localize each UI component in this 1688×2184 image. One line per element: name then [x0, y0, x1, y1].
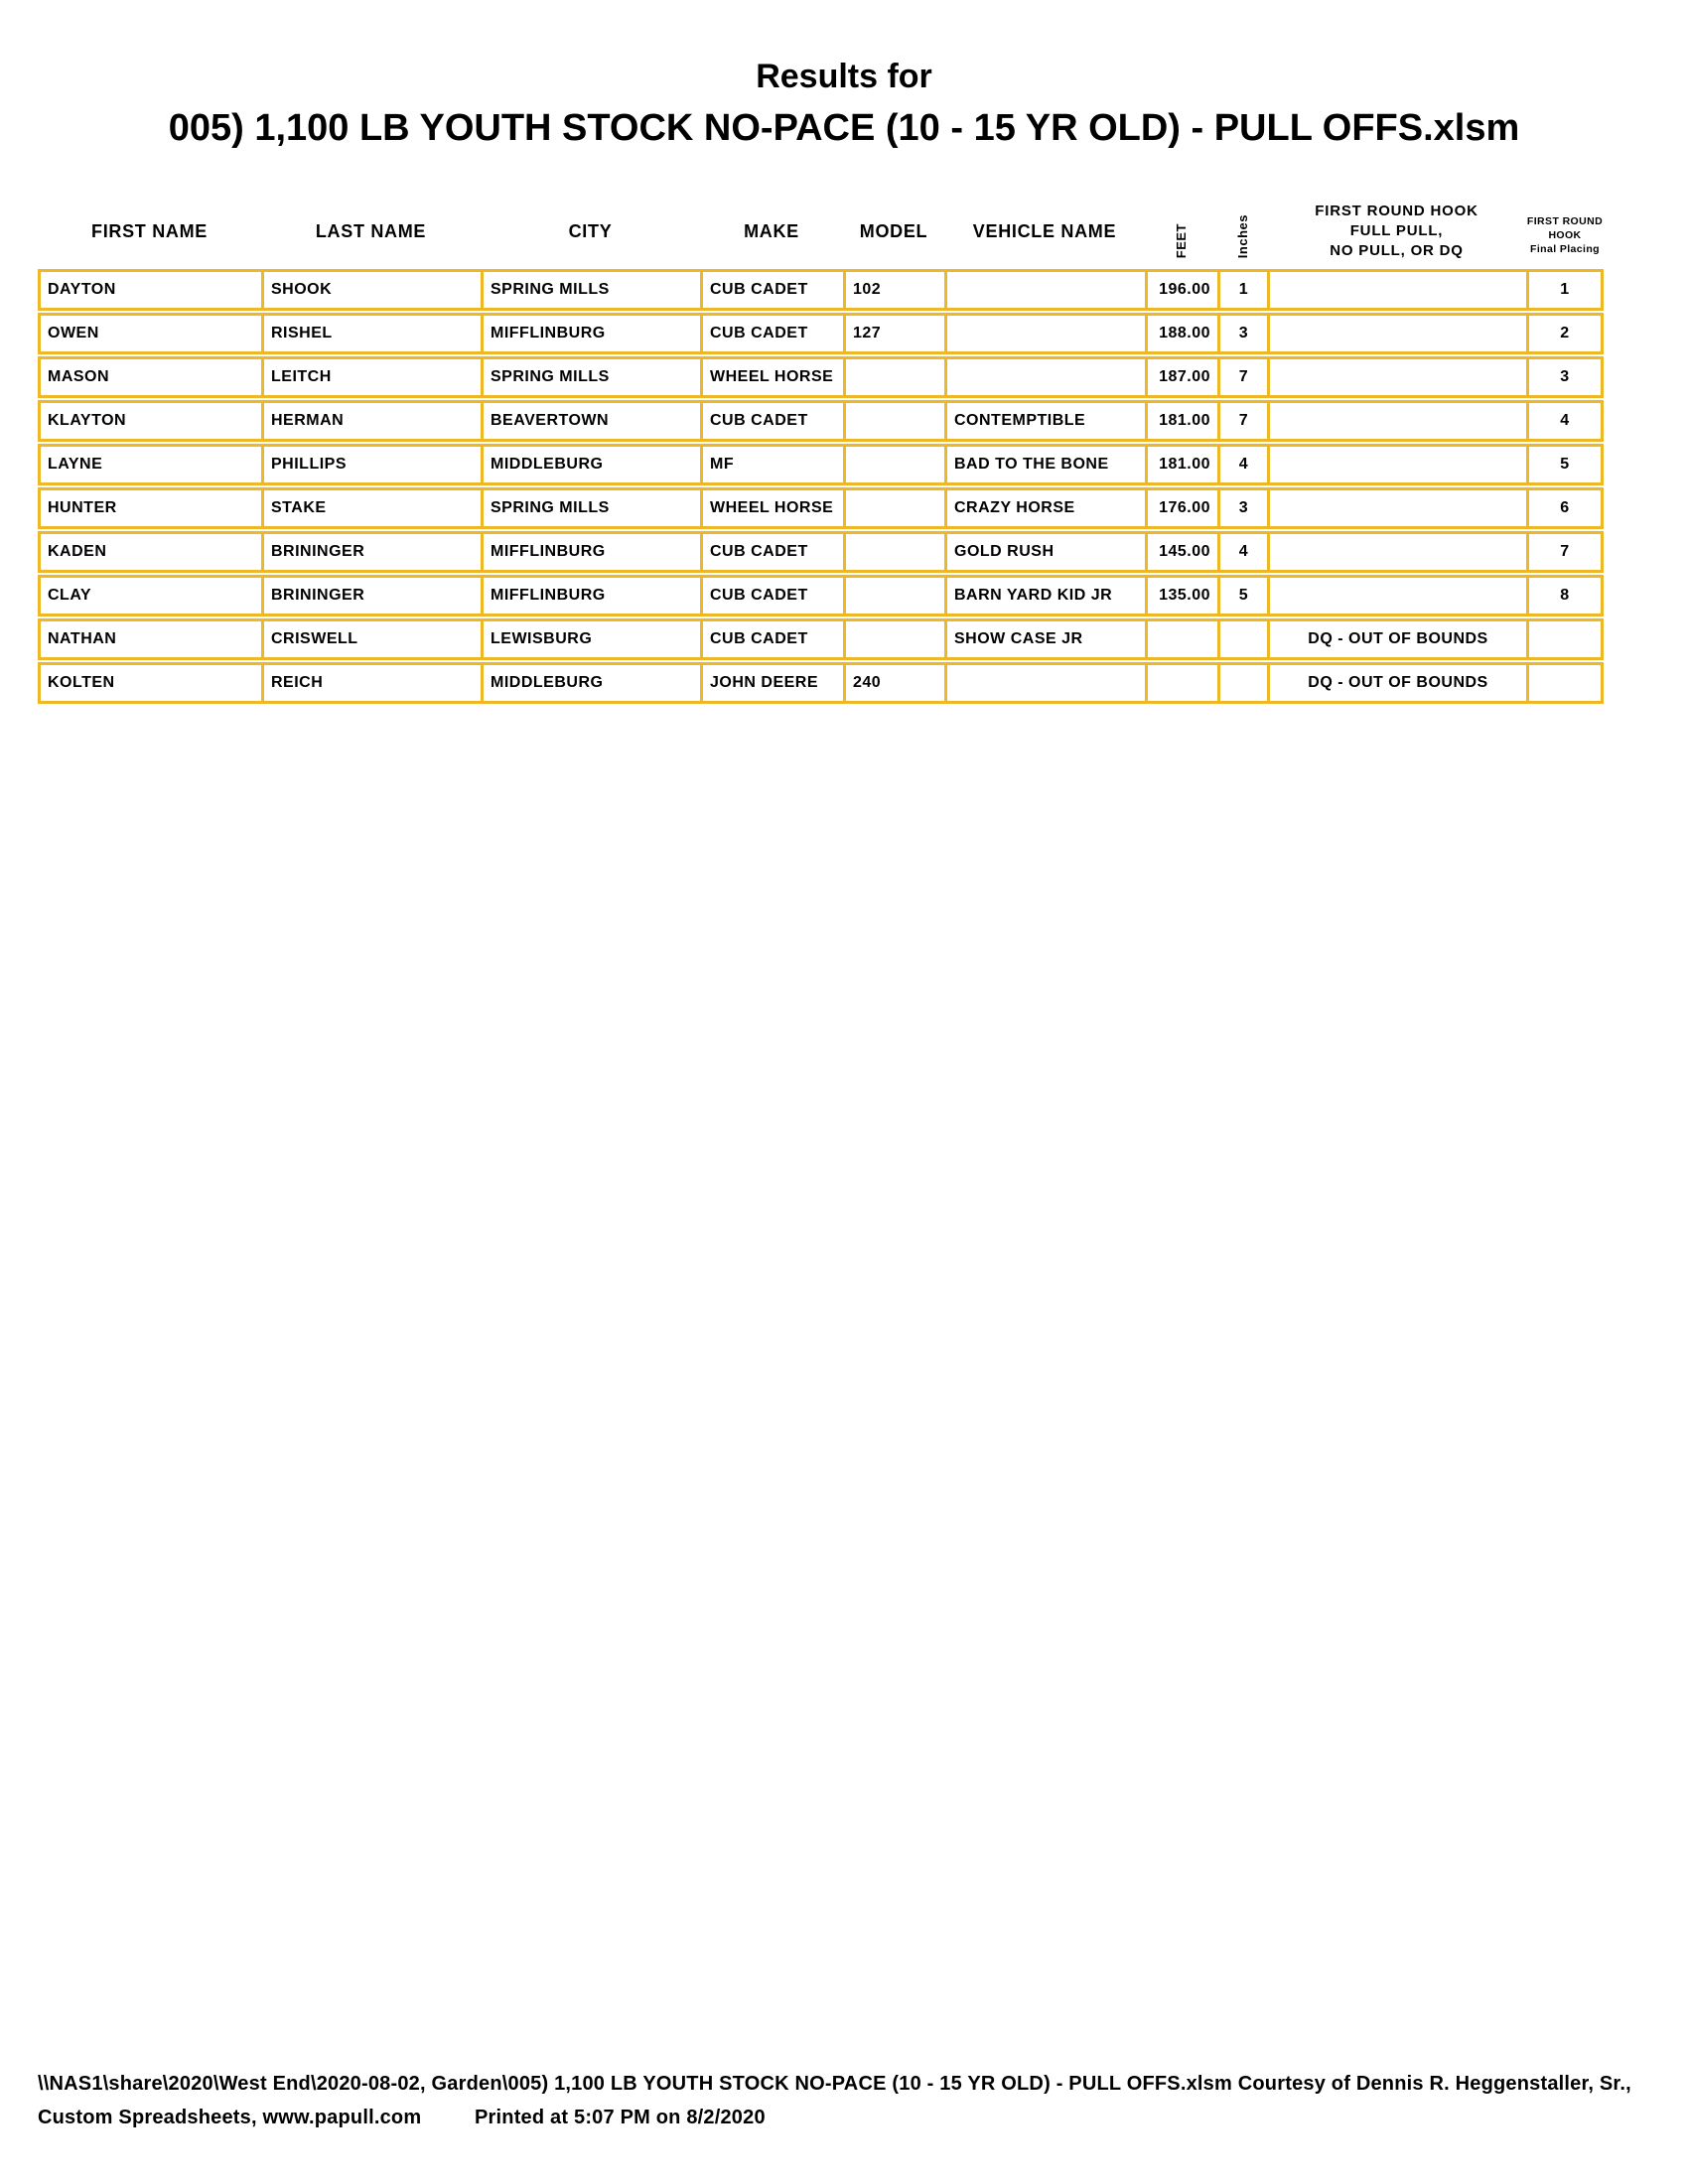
cell-last_name: HERMAN — [264, 403, 484, 439]
table-row — [38, 531, 1604, 573]
column-header-inches: Inches — [1234, 213, 1250, 258]
cell-model — [846, 534, 947, 570]
table-row — [38, 313, 1604, 354]
cell-feet — [1148, 621, 1220, 657]
cell-vehicle_name — [947, 665, 1148, 701]
cell-make: WHEEL HORSE — [703, 490, 846, 526]
cell-model — [846, 490, 947, 526]
cell-first_name: LAYNE — [41, 447, 264, 482]
column-header-city: CITY — [568, 221, 613, 241]
cell-inches — [1220, 665, 1270, 701]
column-header-final_placing: FIRST ROUND HOOK Final Placing — [1526, 215, 1604, 255]
cell-last_name: RISHEL — [264, 316, 484, 351]
cell-final_placing: 6 — [1560, 499, 1570, 516]
cell-final_placing: 1 — [1560, 281, 1570, 298]
cell-first_name: KADEN — [41, 534, 264, 570]
column-header-model: MODEL — [859, 221, 928, 241]
footer-printed-timestamp: Printed at 5:07 PM on 8/2/2020 — [475, 2107, 766, 2128]
cell-inches: 3 — [1220, 490, 1270, 526]
column-header-vehicle_name: VEHICLE NAME — [972, 221, 1117, 241]
cell-city: MIFFLINBURG — [484, 316, 703, 351]
cell-inches: 7 — [1220, 403, 1270, 439]
cell-feet: 188.00 — [1148, 316, 1220, 351]
cell-final_placing: 7 — [1560, 543, 1570, 560]
cell-inches — [1220, 621, 1270, 657]
cell-make: MF — [703, 447, 846, 482]
cell-first_round_hook — [1270, 272, 1529, 308]
cell-vehicle_name: GOLD RUSH — [947, 534, 1148, 570]
cell-feet: 196.00 — [1148, 272, 1220, 308]
cell-make: CUB CADET — [703, 534, 846, 570]
cell-model — [846, 447, 947, 482]
cell-inches: 4 — [1220, 534, 1270, 570]
column-header-make: MAKE — [744, 221, 799, 241]
cell-model — [846, 359, 947, 395]
cell-feet: 187.00 — [1148, 359, 1220, 395]
cell-final_placing: 8 — [1560, 587, 1570, 604]
cell-final_placing — [1529, 665, 1601, 701]
cell-last_name: BRININGER — [264, 578, 484, 614]
cell-first_name: KLAYTON — [41, 403, 264, 439]
cell-make: CUB CADET — [703, 403, 846, 439]
cell-feet: 176.00 — [1148, 490, 1220, 526]
cell-make: JOHN DEERE — [703, 665, 846, 701]
cell-first_round_hook — [1270, 447, 1529, 482]
cell-first_name: DAYTON — [41, 272, 264, 308]
footer-file-path-line: \\NAS1\share\2020\West End\2020-08-02, Garden\005) 1,100 LB YOUTH STOCK NO-PACE (10 - 15 YR OLD) - PULL OFFS.xlsm Courtesy of Dennis R. Heggenstaller, Sr., — [38, 2073, 1631, 2095]
results-table-body — [38, 269, 1604, 706]
table-row — [38, 269, 1604, 311]
cell-model — [846, 403, 947, 439]
cell-last_name: REICH — [264, 665, 484, 701]
cell-feet: 135.00 — [1148, 578, 1220, 614]
table-row — [38, 356, 1604, 398]
cell-first_round_hook — [1270, 578, 1529, 614]
cell-make: CUB CADET — [703, 272, 846, 308]
cell-city: BEAVERTOWN — [484, 403, 703, 439]
cell-first_name: KOLTEN — [41, 665, 264, 701]
cell-vehicle_name: BARN YARD KID JR — [947, 578, 1148, 614]
cell-inches: 1 — [1220, 272, 1270, 308]
cell-make: CUB CADET — [703, 621, 846, 657]
cell-first_round_hook — [1270, 403, 1529, 439]
cell-last_name: LEITCH — [264, 359, 484, 395]
cell-vehicle_name — [947, 272, 1148, 308]
cell-last_name: STAKE — [264, 490, 484, 526]
table-row — [38, 444, 1604, 485]
table-row — [38, 618, 1604, 660]
cell-inches: 5 — [1220, 578, 1270, 614]
cell-last_name: CRISWELL — [264, 621, 484, 657]
column-header-first_round_hook: FIRST ROUND HOOK FULL PULL, NO PULL, OR DQ — [1315, 203, 1478, 259]
column-header-feet: FEET — [1174, 222, 1189, 258]
cell-vehicle_name: SHOW CASE JR — [947, 621, 1148, 657]
cell-first_round_hook — [1270, 359, 1529, 395]
page-subtitle-filename: 005) 1,100 LB YOUTH STOCK NO-PACE (10 - 15 YR OLD) - PULL OFFS.xlsm — [168, 107, 1520, 149]
cell-first_round_hook — [1270, 534, 1529, 570]
footer-credit-line — [38, 2107, 1666, 2140]
table-row — [38, 575, 1604, 616]
cell-city: LEWISBURG — [484, 621, 703, 657]
cell-feet — [1148, 665, 1220, 701]
cell-vehicle_name — [947, 359, 1148, 395]
page-footer — [38, 2073, 1666, 2140]
cell-model — [846, 621, 947, 657]
cell-feet: 181.00 — [1148, 447, 1220, 482]
cell-final_placing: 4 — [1560, 412, 1570, 429]
cell-make: WHEEL HORSE — [703, 359, 846, 395]
cell-vehicle_name — [947, 316, 1148, 351]
cell-make: CUB CADET — [703, 578, 846, 614]
cell-feet: 145.00 — [1148, 534, 1220, 570]
cell-first_name: NATHAN — [41, 621, 264, 657]
cell-final_placing: 5 — [1560, 456, 1570, 473]
table-header-row — [38, 187, 1604, 266]
cell-city: MIDDLEBURG — [484, 447, 703, 482]
cell-city: MIFFLINBURG — [484, 534, 703, 570]
cell-city: MIDDLEBURG — [484, 665, 703, 701]
cell-vehicle_name: BAD TO THE BONE — [947, 447, 1148, 482]
table-row — [38, 487, 1604, 529]
cell-city: MIFFLINBURG — [484, 578, 703, 614]
cell-first_name: MASON — [41, 359, 264, 395]
cell-first_name: CLAY — [41, 578, 264, 614]
cell-last_name: SHOOK — [264, 272, 484, 308]
cell-final_placing: 2 — [1560, 325, 1570, 341]
cell-model: 127 — [846, 316, 947, 351]
cell-feet: 181.00 — [1148, 403, 1220, 439]
cell-inches: 4 — [1220, 447, 1270, 482]
cell-city: SPRING MILLS — [484, 272, 703, 308]
cell-vehicle_name: CONTEMPTIBLE — [947, 403, 1148, 439]
table-row — [38, 400, 1604, 442]
cell-inches: 7 — [1220, 359, 1270, 395]
column-header-first_name: FIRST NAME — [91, 221, 208, 241]
cell-city: SPRING MILLS — [484, 490, 703, 526]
cell-model: 240 — [846, 665, 947, 701]
table-row — [38, 662, 1604, 704]
cell-first_round_hook: DQ - OUT OF BOUNDS — [1270, 621, 1529, 657]
cell-first_name: HUNTER — [41, 490, 264, 526]
cell-last_name: PHILLIPS — [264, 447, 484, 482]
cell-make: CUB CADET — [703, 316, 846, 351]
cell-final_placing — [1529, 621, 1601, 657]
cell-first_name: OWEN — [41, 316, 264, 351]
cell-last_name: BRININGER — [264, 534, 484, 570]
cell-vehicle_name: CRAZY HORSE — [947, 490, 1148, 526]
cell-model: 102 — [846, 272, 947, 308]
cell-first_round_hook — [1270, 490, 1529, 526]
page-title: Results for — [756, 58, 932, 95]
cell-final_placing: 3 — [1560, 368, 1570, 385]
cell-model — [846, 578, 947, 614]
column-header-last_name: LAST NAME — [315, 221, 427, 241]
cell-first_round_hook: DQ - OUT OF BOUNDS — [1270, 665, 1529, 701]
footer-credit-text: Custom Spreadsheets, www.papull.com — [38, 2107, 422, 2128]
cell-inches: 3 — [1220, 316, 1270, 351]
cell-city: SPRING MILLS — [484, 359, 703, 395]
cell-first_round_hook — [1270, 316, 1529, 351]
